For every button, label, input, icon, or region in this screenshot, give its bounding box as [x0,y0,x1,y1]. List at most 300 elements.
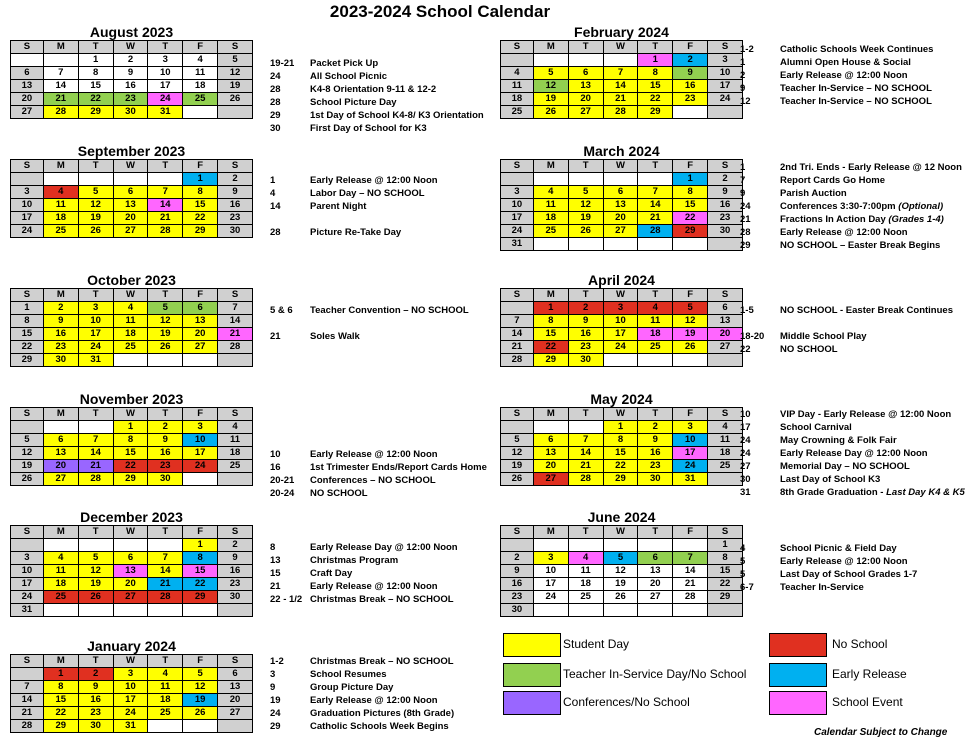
day-cell [218,354,253,367]
day-cell [708,473,743,486]
event-text: Teacher Convention – NO SCHOOL [310,305,469,316]
day-cell: 26 [501,473,534,486]
day-cell: 26 [78,591,113,604]
day-cell: 16 [501,578,534,591]
day-cell: 10 [148,67,183,80]
month-grid [500,40,746,119]
event-text: School Resumes [310,669,387,680]
day-cell [501,173,534,186]
day-cell [43,604,78,617]
day-cell: 7 [603,67,638,80]
day-cell: 28 [218,341,253,354]
day-cell [708,106,743,119]
day-cell [603,54,638,67]
day-cell: 11 [43,565,78,578]
event-date: 17 [740,422,751,433]
day-cell: 27 [533,473,568,486]
day-cell: 2 [43,302,78,315]
day-cell: 26 [673,341,708,354]
day-header: S [11,408,44,421]
day-cell: 25 [638,341,673,354]
event-date: 27 [740,461,751,472]
day-cell: 27 [218,707,253,720]
day-header: T [78,289,113,302]
day-cell: 2 [218,173,253,186]
day-cell: 12 [183,681,218,694]
day-cell: 3 [148,54,183,67]
event-date: 19 [270,695,281,706]
day-header: S [708,408,743,421]
day-cell: 18 [43,212,78,225]
event-text: Craft Day [310,568,353,579]
event-date: 1 [740,57,746,68]
day-cell: 3 [603,302,638,315]
day-cell: 22 [533,341,568,354]
day-cell: 1 [533,302,568,315]
day-cell: 26 [533,106,568,119]
day-cell: 16 [148,447,183,460]
day-cell: 22 [638,93,673,106]
day-cell: 30 [638,473,673,486]
day-cell: 23 [501,591,534,604]
day-cell [183,354,218,367]
day-cell: 9 [568,315,603,328]
day-cell: 2 [638,421,673,434]
day-cell: 4 [183,54,218,67]
day-header: T [78,408,113,421]
day-header: M [43,655,78,668]
day-header: M [43,41,78,54]
day-cell: 31 [113,720,148,733]
day-cell: 20 [113,578,148,591]
day-cell [533,421,568,434]
event-date: 2 [740,70,746,81]
day-cell [43,421,78,434]
month-august-2023 [10,24,253,119]
day-cell: 7 [148,552,183,565]
day-header: S [218,289,253,302]
day-cell: 5 [603,552,638,565]
event-text: Alumni Open House & Social [780,57,911,68]
day-cell: 22 [43,707,78,720]
day-cell: 21 [78,460,113,473]
day-header: W [603,526,638,539]
day-cell: 16 [78,694,113,707]
month-grid [10,407,253,486]
day-cell: 31 [673,473,708,486]
day-header: S [708,41,743,54]
month-june-2024 [500,509,746,617]
day-cell [533,173,568,186]
month-grid [10,654,253,733]
day-cell: 9 [43,315,78,328]
day-cell: 26 [603,591,638,604]
day-cell: 3 [533,552,568,565]
day-cell: 9 [78,681,113,694]
day-cell: 27 [113,591,148,604]
event-date: 28 [270,84,281,95]
legend-swatch-early-release [769,663,827,687]
day-cell: 18 [183,80,218,93]
event-date: 21 [270,331,281,342]
day-cell: 29 [708,591,743,604]
legend-swatch-student-day [503,633,561,657]
day-cell: 5 [501,434,534,447]
day-cell: 1 [43,668,78,681]
day-cell: 24 [113,707,148,720]
event-text: Report Cards Go Home [780,175,886,186]
day-cell: 31 [148,106,183,119]
day-cell: 11 [501,80,534,93]
event-date: 5 [740,556,746,567]
day-header: S [218,408,253,421]
day-cell [603,173,638,186]
day-cell: 12 [568,199,603,212]
event-date: 28 [270,227,281,238]
day-cell: 16 [218,565,253,578]
day-cell: 13 [113,565,148,578]
day-cell [218,720,253,733]
event-date: 24 [740,201,751,212]
day-cell: 5 [183,668,218,681]
day-header: M [533,289,568,302]
day-cell: 3 [708,54,743,67]
month-september-2023 [10,143,253,238]
event-date: 6-7 [740,582,754,593]
day-header: S [708,289,743,302]
event-text: NO SCHOOL - Easter Break Continues [780,305,953,316]
month-november-2023 [10,391,253,486]
day-cell [11,421,44,434]
day-cell [501,421,534,434]
day-cell: 8 [533,315,568,328]
day-cell: 6 [113,186,148,199]
day-header: M [43,408,78,421]
event-text: 8th Grade Graduation - Last Day K4 & K5 [780,487,965,498]
day-cell: 20 [113,212,148,225]
day-cell: 17 [708,80,743,93]
event-date: 20-21 [270,475,295,486]
day-cell: 21 [568,460,603,473]
day-cell: 15 [78,80,113,93]
event-text: Parish Auction [780,188,847,199]
day-cell: 27 [43,473,78,486]
day-header: W [113,289,148,302]
legend-swatch-school-event [769,691,827,715]
event-date: 21 [270,581,281,592]
day-cell: 12 [78,565,113,578]
day-cell: 8 [708,552,743,565]
day-header: F [183,160,218,173]
event-text: Packet Pick Up [310,58,379,69]
day-cell: 22 [708,578,743,591]
event-text: Catholic Schools Week Continues [780,44,934,55]
day-cell: 21 [148,578,183,591]
day-cell: 30 [218,225,253,238]
day-cell: 13 [113,199,148,212]
day-cell: 23 [638,460,673,473]
day-cell: 30 [218,591,253,604]
day-cell: 5 [78,552,113,565]
day-cell: 2 [673,54,708,67]
day-header: F [183,655,218,668]
day-cell: 7 [148,186,183,199]
day-header: S [501,160,534,173]
day-cell: 28 [148,225,183,238]
day-cell: 6 [218,668,253,681]
day-cell: 25 [183,93,218,106]
day-header: M [533,408,568,421]
event-date: 9 [740,188,746,199]
day-cell: 1 [113,421,148,434]
day-header: S [11,655,44,668]
day-cell [568,173,603,186]
day-cell: 30 [501,604,534,617]
day-cell: 11 [183,67,218,80]
day-cell: 10 [11,565,44,578]
day-cell: 21 [11,707,44,720]
event-text: Early Release @ 12:00 Noon [780,227,908,238]
day-cell: 9 [113,67,148,80]
day-cell: 4 [43,186,78,199]
day-cell [568,54,603,67]
event-date: 28 [740,227,751,238]
day-cell: 7 [638,186,673,199]
day-cell: 10 [673,434,708,447]
day-cell: 6 [568,67,603,80]
day-cell: 21 [603,93,638,106]
day-cell [533,539,568,552]
day-cell: 20 [708,328,743,341]
event-text: School Carnival [780,422,852,433]
day-cell: 22 [183,212,218,225]
day-cell: 18 [501,93,534,106]
day-cell [43,54,78,67]
day-cell: 12 [673,315,708,328]
day-cell: 10 [11,199,44,212]
day-header: T [568,41,603,54]
day-cell: 19 [501,460,534,473]
day-cell: 1 [11,302,44,315]
day-cell [113,354,148,367]
day-cell: 4 [708,421,743,434]
day-cell: 30 [708,225,743,238]
day-cell: 1 [708,539,743,552]
event-date: 24 [740,435,751,446]
day-cell: 29 [533,354,568,367]
event-date: 28 [270,97,281,108]
event-text: Graduation Pictures (8th Grade) [310,708,455,719]
day-header: F [673,289,708,302]
month-title: June 2024 [587,509,656,525]
day-cell: 29 [113,473,148,486]
day-cell: 9 [218,552,253,565]
day-cell: 29 [638,106,673,119]
day-header: S [708,526,743,539]
day-header: S [218,41,253,54]
event-date: 29 [270,721,281,732]
day-cell [638,173,673,186]
day-cell: 19 [673,328,708,341]
calendar-note: Calendar Subject to Change [814,727,948,738]
event-date: 21 [740,214,751,225]
day-cell: 1 [183,173,218,186]
day-cell: 24 [183,460,218,473]
day-cell: 21 [638,212,673,225]
day-header: T [148,655,183,668]
day-cell: 26 [568,225,603,238]
day-cell: 13 [638,565,673,578]
event-date: 12 [740,96,751,107]
day-cell: 1 [603,421,638,434]
page-title: 2023-2024 School Calendar [329,2,551,21]
day-cell: 5 [218,54,253,67]
day-header: S [11,289,44,302]
day-cell: 25 [533,225,568,238]
day-cell: 2 [708,173,743,186]
day-header: T [638,41,673,54]
day-header: T [78,41,113,54]
day-cell: 12 [603,565,638,578]
month-grid [10,525,253,617]
day-cell: 23 [148,460,183,473]
day-cell: 11 [113,315,148,328]
day-header: M [533,526,568,539]
day-header: W [603,289,638,302]
day-cell: 22 [78,93,113,106]
day-header: W [113,526,148,539]
day-cell: 3 [501,186,534,199]
day-cell [603,604,638,617]
day-cell: 10 [603,315,638,328]
day-header: T [568,160,603,173]
day-cell: 17 [603,328,638,341]
day-cell: 27 [603,225,638,238]
day-cell [43,173,78,186]
day-cell [78,539,113,552]
day-cell: 16 [638,447,673,460]
day-cell [501,539,534,552]
month-grid [500,288,743,367]
day-cell [183,604,218,617]
day-cell: 9 [708,186,743,199]
day-cell: 24 [603,341,638,354]
day-cell: 25 [43,591,78,604]
day-cell [533,54,568,67]
day-cell: 6 [113,552,148,565]
day-header: M [533,41,568,54]
day-cell: 6 [43,434,78,447]
day-cell: 19 [11,460,44,473]
event-date: 4 [270,188,276,199]
event-text: Last Day of School Grades 1-7 [780,569,918,580]
day-cell [148,720,183,733]
day-cell: 29 [673,225,708,238]
day-cell: 21 [501,341,534,354]
event-text: Early Release @ 12:00 Noon [310,175,438,186]
day-cell: 15 [113,447,148,460]
day-cell: 2 [218,539,253,552]
day-cell: 29 [78,106,113,119]
day-cell [603,354,638,367]
day-cell: 19 [218,80,253,93]
day-cell [673,604,708,617]
event-text: Teacher In-Service – NO SCHOOL [780,83,932,94]
day-cell [568,238,603,251]
day-header: F [183,41,218,54]
month-title: August 2023 [89,24,174,40]
day-cell: 12 [78,199,113,212]
month-october-2023 [10,272,253,367]
day-cell: 30 [148,473,183,486]
day-cell: 16 [113,80,148,93]
day-cell: 7 [218,302,253,315]
event-date: 5 & 6 [270,305,293,316]
day-cell: 15 [11,328,44,341]
day-cell: 17 [673,447,708,460]
day-cell: 22 [673,212,708,225]
day-cell: 3 [113,668,148,681]
day-cell: 30 [78,720,113,733]
day-header: F [183,526,218,539]
day-header: S [11,160,44,173]
day-header: T [78,526,113,539]
day-cell: 29 [43,720,78,733]
day-cell [708,354,743,367]
event-date: 19-21 [270,58,295,69]
month-december-2023 [10,509,253,617]
day-cell [533,604,568,617]
day-cell: 13 [183,315,218,328]
day-cell [113,173,148,186]
event-date: 22 - 1/2 [270,594,303,605]
day-cell: 24 [708,93,743,106]
day-cell: 21 [673,578,708,591]
day-cell: 27 [708,341,743,354]
day-header: F [673,41,708,54]
day-cell: 30 [113,106,148,119]
day-cell: 24 [673,460,708,473]
day-header: T [148,408,183,421]
day-cell: 15 [43,694,78,707]
legend-label: Conferences/No School [563,695,690,709]
day-header: S [11,41,44,54]
month-title: October 2023 [87,272,176,288]
day-cell [183,106,218,119]
day-cell: 24 [501,225,534,238]
day-cell: 14 [78,447,113,460]
event-text: K4-8 Orientation 9-11 & 12-2 [310,84,437,95]
day-header: T [568,526,603,539]
day-cell: 28 [673,591,708,604]
day-cell [43,539,78,552]
day-header: F [183,408,218,421]
day-cell: 10 [708,67,743,80]
day-header: S [501,289,534,302]
month-may-2024 [500,391,743,486]
day-cell [568,421,603,434]
event-date: 4 [740,543,746,554]
event-text: Labor Day – NO SCHOOL [310,188,425,199]
day-cell: 13 [603,199,638,212]
day-cell: 25 [501,106,534,119]
day-cell: 27 [568,106,603,119]
day-cell [533,238,568,251]
day-cell [218,604,253,617]
day-cell: 12 [11,447,44,460]
day-header: W [113,408,148,421]
day-header: S [501,526,534,539]
